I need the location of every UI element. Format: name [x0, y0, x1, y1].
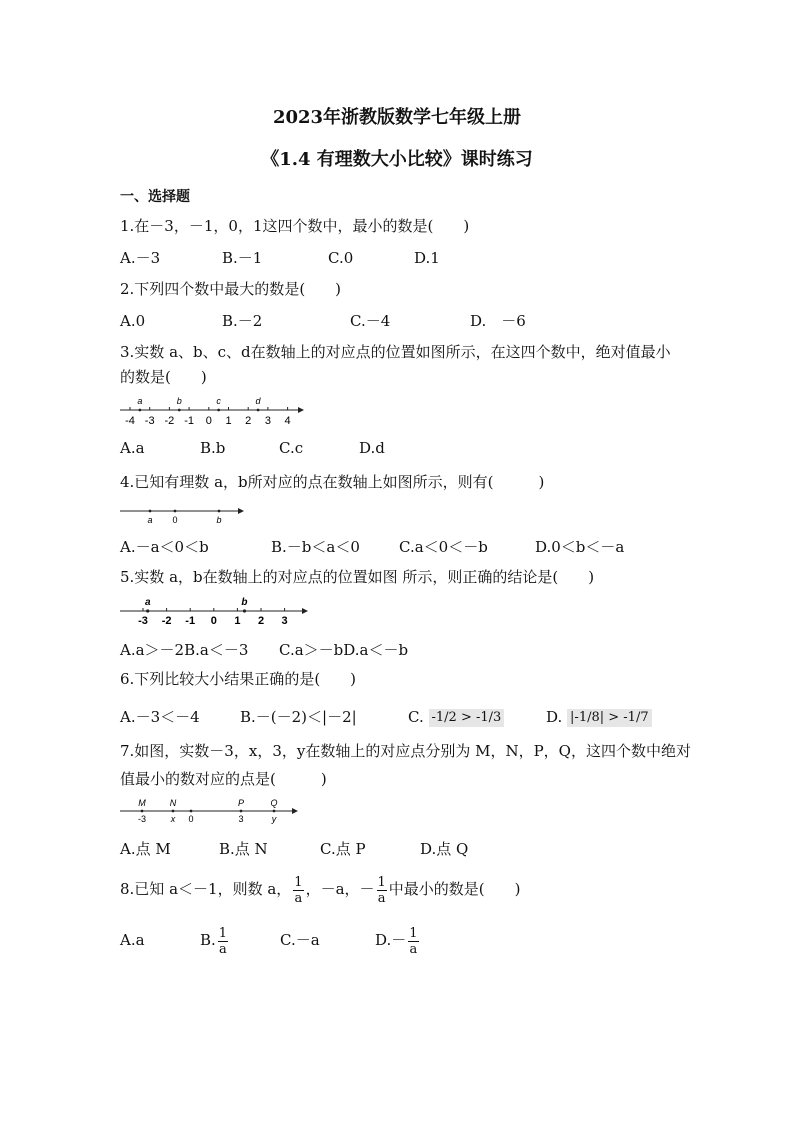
- q4-stem: 4.已知有理数 a，b所对应的点在数轴上如图所示，则有( ): [120, 473, 545, 491]
- q3-point: [257, 409, 260, 412]
- q8-option-d-label: D.－: [375, 931, 407, 949]
- q3-point-label: a: [137, 396, 143, 406]
- q6-option-c-label: C.: [408, 708, 424, 726]
- document-title: 2023年浙教版数学七年级上册: [272, 107, 522, 128]
- q8-b-den: a: [219, 941, 227, 957]
- q5-tick-label: -2: [161, 615, 172, 627]
- q4-number-line: [118, 504, 248, 526]
- q7-point-m: M: [138, 798, 146, 808]
- q6-option-d-expression: |-1/8| > -1/7: [567, 709, 652, 727]
- q2-stem: 2.下列四个数中最大的数是( ): [120, 280, 342, 298]
- q8-option-d: [375, 925, 421, 957]
- q8-b-num: 1: [218, 925, 228, 941]
- q5-number-line: [118, 595, 312, 627]
- q6-option-a: A.－3＜－4: [120, 708, 200, 726]
- q8-frac2-num: 1: [377, 874, 386, 890]
- q8-stem-suffix: 中最小的数是( ): [388, 880, 521, 898]
- q8-stem-prefix: 8.已知 a＜－1，则数 a，: [120, 880, 292, 898]
- q3-tick-label: 1: [225, 415, 232, 427]
- q3-point-label: b: [176, 396, 182, 406]
- q8-option-b: [200, 925, 230, 957]
- q1-option-b: B.－1: [222, 249, 263, 267]
- q3-tick-label: 2: [245, 415, 252, 427]
- q4-option-a: A.－a＜0＜b: [120, 538, 209, 556]
- q5-tick-label: -3: [138, 615, 148, 627]
- q3-point-label: c: [216, 396, 221, 406]
- q8-option-c: C.－a: [280, 931, 320, 949]
- q7-stem-line1: 7.如图，实数－3，x，3，y在数轴上的对应点分别为 M，N，P，Q，这四个数中绝对: [120, 742, 691, 760]
- q8-option-b-fraction: [218, 926, 228, 957]
- q5-tick-label: -1: [185, 615, 196, 627]
- q6-option-c-expression: -1/2 > -1/3: [429, 709, 505, 727]
- q8-option-d-fraction: [408, 926, 418, 957]
- q6-option-b: B.－(－2)＜|－2|: [240, 708, 357, 726]
- q2-option-b: B.－2: [222, 312, 263, 330]
- q5-point-label: b: [241, 597, 248, 608]
- q7-point-n: N: [169, 798, 177, 808]
- q7-value-m: -3: [137, 814, 147, 824]
- q4-label-b: b: [216, 515, 222, 525]
- q6-option-d: [546, 707, 652, 727]
- q7-option-a: A.点 M: [120, 840, 171, 858]
- q4-label-0: 0: [172, 515, 178, 525]
- q8-option-a: A.a: [120, 931, 145, 949]
- q5-tick-label: 2: [257, 615, 265, 627]
- q1-option-d: D.1: [414, 249, 440, 267]
- q8-d-num: 1: [409, 925, 418, 941]
- q3-tick-label: 3: [264, 415, 271, 427]
- q3-tick-label: 4: [284, 415, 291, 427]
- q7-point-p: P: [237, 798, 245, 808]
- q7-value-n: x: [170, 814, 176, 824]
- q5-tick-label: 1: [234, 615, 241, 627]
- q3-number-line: [118, 394, 308, 430]
- q4-label-a: a: [147, 515, 153, 525]
- q5-stem: 5.实数 a，b在数轴上的对应点的位置如图 所示，则正确的结论是( ): [120, 568, 595, 586]
- q8-stem-middle: ，－a，－: [305, 880, 375, 898]
- q6-option-d-label: D.: [546, 708, 563, 726]
- q7-value-origin: 0: [188, 814, 194, 824]
- q7-option-b: B.点 N: [219, 840, 268, 858]
- q5-option-cd: C.a＞－bD.a＜－b: [279, 641, 409, 659]
- q3-point: [217, 409, 220, 412]
- q4-option-c: C.a＜0＜－b: [399, 538, 488, 556]
- q8-stem: [120, 874, 521, 906]
- q7-option-c: C.点 P: [320, 840, 366, 858]
- q3-tick-label: -3: [144, 415, 155, 427]
- q3-stem-line2: 的数是( ): [120, 368, 207, 386]
- q3-stem-line1: 3.实数 a、b、c、d在数轴上的对应点的位置如图所示，在这四个数中，绝对值最小: [120, 343, 671, 361]
- q7-stem-line2: 值最小的数对应的点是( ): [120, 770, 327, 788]
- q8-option-b-label: B.: [200, 931, 216, 949]
- q8-frac1-num: 1: [294, 874, 303, 890]
- q7-number-line: [118, 797, 302, 827]
- q5-point-label: a: [144, 597, 151, 608]
- q3-option-d: D.d: [359, 439, 385, 457]
- q8-fraction-one-over-a: [293, 875, 303, 906]
- q1-option-c: C.0: [328, 249, 354, 267]
- q3-point: [138, 409, 141, 412]
- q2-option-a: A.0: [120, 312, 146, 330]
- q3-point: [178, 409, 181, 412]
- q2-option-c: C.－4: [350, 312, 391, 330]
- q1-option-a: A.－3: [120, 249, 161, 267]
- q3-tick-label: -2: [164, 415, 175, 427]
- q7-option-d: D.点 Q: [420, 840, 469, 858]
- q6-stem: 6.下列比较大小结果正确的是( ): [120, 670, 357, 688]
- q7-point-q: Q: [270, 798, 278, 808]
- q6-option-c: [408, 707, 504, 727]
- q3-tick-label: -1: [184, 415, 194, 427]
- q1-stem: 1.在－3，－1，0，1这四个数中，最小的数是( ): [120, 217, 470, 235]
- q8-frac1-den: a: [294, 890, 303, 906]
- q5-option-ab: A.a＞－2B.a＜－3: [120, 641, 249, 659]
- q2-option-d: D. －6: [470, 312, 526, 330]
- q3-tick-label: -4: [125, 415, 135, 427]
- q3-option-c: C.c: [279, 439, 304, 457]
- q5-point: [146, 609, 149, 612]
- q5-tick-label: 3: [281, 615, 288, 627]
- q7-value-q: y: [271, 814, 277, 824]
- q8-fraction-neg-one-over-a: [377, 875, 387, 906]
- q7-value-p: 3: [238, 814, 244, 824]
- q4-option-d: D.0＜b＜－a: [535, 538, 625, 556]
- q8-d-den: a: [409, 941, 418, 957]
- document-subtitle: 《1.4 有理数大小比较》课时练习: [261, 149, 533, 170]
- q3-tick-label: 0: [205, 415, 212, 427]
- q5-point: [243, 609, 246, 612]
- section-heading: 一、选择题: [120, 189, 190, 205]
- q3-point-label: d: [255, 396, 261, 406]
- q3-option-a: A.a: [120, 439, 145, 457]
- q3-option-b: B.b: [200, 439, 226, 457]
- q5-tick-label: 0: [210, 615, 217, 627]
- q4-option-b: B.－b＜a＜0: [271, 538, 360, 556]
- q8-frac2-den: a: [377, 890, 386, 906]
